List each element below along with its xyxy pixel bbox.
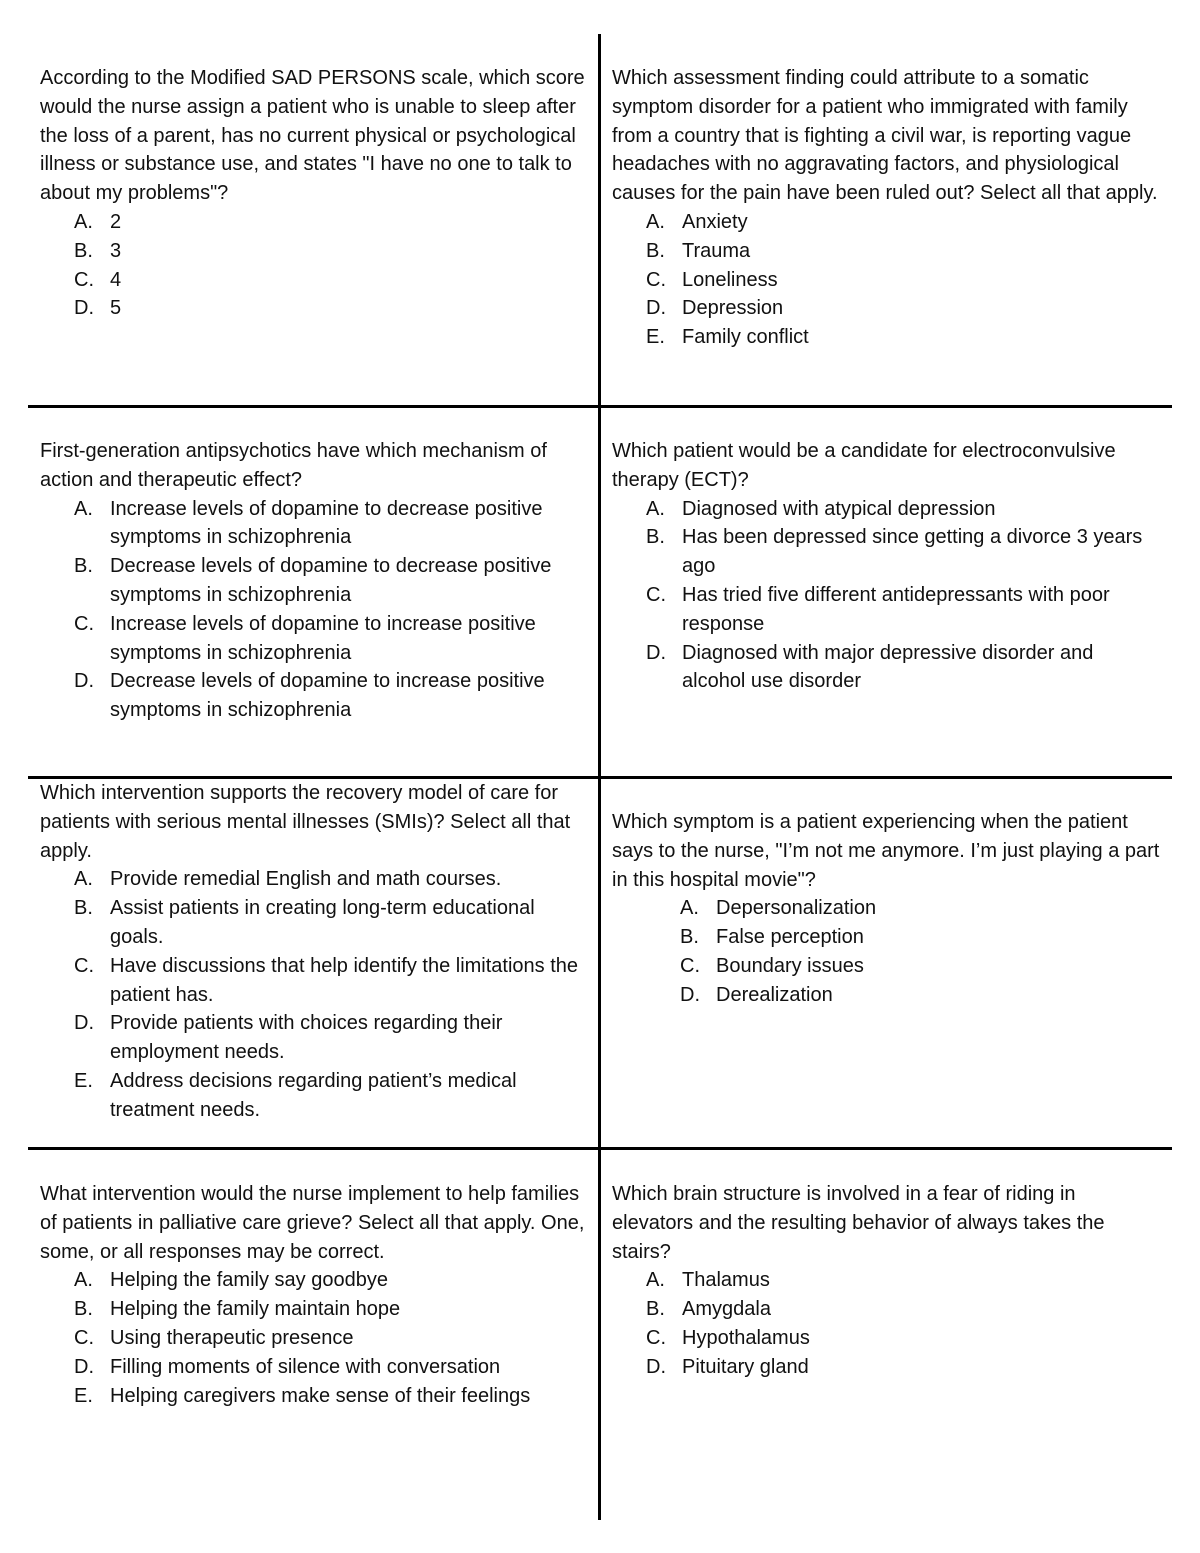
- answer-option: [40, 1009, 592, 1067]
- answer-option: [40, 1266, 592, 1295]
- answer-option: [40, 667, 592, 725]
- option-letter: E.: [646, 326, 665, 349]
- option-text: Helping caregivers make sense of their feelings: [110, 1384, 531, 1407]
- option-letter: A.: [74, 210, 93, 233]
- question-stem: First-generation antipsychotics have which mechanism of action and therapeutic effect?: [40, 440, 547, 491]
- option-text: Helping the family maintain hope: [110, 1298, 401, 1321]
- answer-option: [612, 294, 1160, 323]
- option-letter: E.: [74, 1384, 93, 1407]
- answer-option: [40, 1324, 592, 1353]
- question-stem: Which brain structure is involved in a fear of riding in elevators and the resulting behavior of always takes the stairs?: [612, 1183, 1105, 1263]
- question-stem: Which intervention supports the recovery model of care for patients with serious mental illnesses (SMIs)? Select all that apply.: [40, 782, 571, 862]
- horizontal-divider-3: [28, 1147, 1172, 1150]
- question-stem: Which patient would be a candidate for electroconvulsive therapy (ECT)?: [612, 440, 1116, 491]
- answer-option: [612, 323, 1160, 352]
- option-letter: C.: [646, 583, 666, 606]
- answer-option: [612, 639, 1160, 697]
- option-letter: D.: [74, 670, 94, 693]
- option-letter: D.: [74, 1355, 94, 1378]
- option-text: 4: [110, 268, 122, 291]
- option-text: Hypothalamus: [682, 1326, 810, 1349]
- option-text: Helping the family say goodbye: [110, 1269, 388, 1292]
- answer-options: [612, 495, 1160, 697]
- question-stem: According to the Modified SAD PERSONS scale, which score would the nurse assign a patient who is unable to sleep after the loss of a parent, has no current physical or psychological illness or substance use, and states "I have no one to talk to about my problems"?: [40, 67, 585, 205]
- answer-option: [40, 865, 592, 894]
- question-stem: Which symptom is a patient experiencing when the patient says to the nurse, "I’m not me anymore. I’m just playing a part in this hospital movie"?: [612, 811, 1160, 891]
- option-letter: C.: [646, 1326, 666, 1349]
- answer-option: [612, 237, 1160, 266]
- option-text: Amygdala: [682, 1298, 771, 1321]
- option-text: Boundary issues: [716, 954, 864, 977]
- option-letter: A.: [74, 868, 93, 891]
- question-stem: What intervention would the nurse implement to help families of patients in palliative care grieve? Select all that apply. One, some, or all responses may be correct.: [40, 1183, 585, 1263]
- answer-option: [612, 981, 1160, 1010]
- answer-option: [612, 923, 1160, 952]
- option-letter: C.: [680, 954, 700, 977]
- option-letter: B.: [74, 239, 93, 262]
- answer-option: [40, 237, 592, 266]
- option-text: Loneliness: [682, 268, 778, 291]
- option-letter: B.: [646, 1298, 665, 1321]
- option-letter: B.: [74, 555, 93, 578]
- answer-option: [40, 266, 592, 295]
- option-letter: C.: [74, 268, 94, 291]
- option-letter: C.: [74, 612, 94, 635]
- answer-option: [612, 523, 1160, 581]
- answer-option: [40, 1067, 592, 1125]
- question-card-8: [612, 1180, 1160, 1382]
- option-letter: A.: [646, 497, 665, 520]
- option-text: Assist patients in creating long-term educational goals.: [110, 897, 535, 948]
- option-text: Derealization: [716, 983, 833, 1006]
- answer-option: [612, 495, 1160, 524]
- answer-option: [40, 495, 592, 553]
- question-card-6: [612, 808, 1160, 1010]
- option-text: Trauma: [682, 239, 751, 262]
- option-text: Diagnosed with atypical depression: [682, 497, 996, 520]
- option-text: Filling moments of silence with conversation: [110, 1355, 501, 1378]
- option-text: 3: [110, 239, 122, 262]
- option-text: Has been depressed since getting a divorce 3 years ago: [682, 526, 1143, 578]
- option-letter: B.: [74, 897, 93, 920]
- option-letter: E.: [74, 1069, 93, 1092]
- question-card-2: [612, 64, 1160, 352]
- answer-option: [612, 894, 1160, 923]
- answer-options: [40, 208, 592, 323]
- answer-options: [40, 1266, 592, 1410]
- answer-option: [612, 952, 1160, 981]
- option-letter: A.: [680, 897, 699, 920]
- option-letter: C.: [74, 1326, 94, 1349]
- answer-option: [612, 1353, 1160, 1382]
- answer-option: [612, 1295, 1160, 1324]
- question-card-4: [612, 437, 1160, 696]
- answer-option: [612, 266, 1160, 295]
- answer-options: [612, 208, 1160, 352]
- option-text: 5: [110, 297, 122, 320]
- answer-option: [40, 894, 592, 952]
- answer-option: [40, 1353, 592, 1382]
- option-text: Pituitary gland: [682, 1355, 809, 1378]
- horizontal-divider-1: [28, 405, 1172, 408]
- option-text: Anxiety: [682, 210, 748, 233]
- answer-option: [612, 1324, 1160, 1353]
- answer-option: [40, 1295, 592, 1324]
- option-text: Depersonalization: [716, 897, 877, 920]
- option-letter: A.: [646, 1269, 665, 1292]
- answer-option: [612, 581, 1160, 639]
- option-text: Decrease levels of dopamine to decrease positive symptoms in schizophrenia: [110, 555, 552, 606]
- option-text: 2: [110, 210, 122, 233]
- answer-option: [612, 1266, 1160, 1295]
- option-text: Has tried five different antidepressants with poor response: [682, 583, 1110, 635]
- option-letter: A.: [74, 497, 93, 520]
- option-letter: D.: [74, 1012, 94, 1035]
- option-text: Depression: [682, 297, 784, 320]
- option-letter: D.: [646, 297, 666, 320]
- answer-option: [40, 610, 592, 668]
- answer-options: [612, 894, 1160, 1009]
- option-text: Have discussions that help identify the limitations the patient has.: [110, 954, 579, 1006]
- option-text: Provide patients with choices regarding their employment needs.: [110, 1012, 503, 1064]
- answer-option: [40, 294, 592, 323]
- option-text: Using therapeutic presence: [110, 1326, 354, 1349]
- answer-option: [40, 1382, 592, 1411]
- answer-option: [40, 552, 592, 610]
- option-text: Address decisions regarding patient’s medical treatment needs.: [110, 1069, 517, 1121]
- option-text: Thalamus: [682, 1269, 770, 1292]
- option-text: Increase levels of dopamine to decrease positive symptoms in schizophrenia: [110, 497, 543, 549]
- question-card-3: [40, 437, 592, 725]
- question-card-7: [40, 1180, 592, 1410]
- option-letter: B.: [680, 926, 699, 949]
- answer-options: [40, 865, 592, 1124]
- question-card-5: [40, 779, 592, 1125]
- option-text: Family conflict: [682, 326, 809, 349]
- answer-option: [612, 208, 1160, 237]
- option-letter: A.: [646, 210, 665, 233]
- option-text: False perception: [716, 926, 864, 949]
- answer-option: [40, 952, 592, 1010]
- option-letter: C.: [646, 268, 666, 291]
- question-stem: Which assessment finding could attribute to a somatic symptom disorder for a patient who immigrated with family from a country that is fighting a civil war, is reporting vague headaches with no aggravating factors, and physiological causes for the pain have been ruled out? Select all that apply.: [612, 67, 1158, 205]
- option-letter: D.: [74, 297, 94, 320]
- option-text: Decrease levels of dopamine to increase positive symptoms in schizophrenia: [110, 670, 545, 722]
- option-letter: D.: [680, 983, 700, 1006]
- question-card-1: [40, 64, 592, 323]
- option-text: Provide remedial English and math courses.: [110, 868, 502, 891]
- option-letter: B.: [646, 526, 665, 549]
- option-letter: D.: [646, 641, 666, 664]
- option-letter: C.: [74, 954, 94, 977]
- answer-option: [40, 208, 592, 237]
- answer-options: [40, 495, 592, 725]
- option-letter: A.: [74, 1269, 93, 1292]
- option-text: Increase levels of dopamine to increase positive symptoms in schizophrenia: [110, 612, 536, 664]
- option-letter: D.: [646, 1355, 666, 1378]
- answer-options: [612, 1266, 1160, 1381]
- option-letter: B.: [74, 1298, 93, 1321]
- option-letter: B.: [646, 239, 665, 262]
- option-text: Diagnosed with major depressive disorder and alcohol use disorder: [682, 641, 1094, 693]
